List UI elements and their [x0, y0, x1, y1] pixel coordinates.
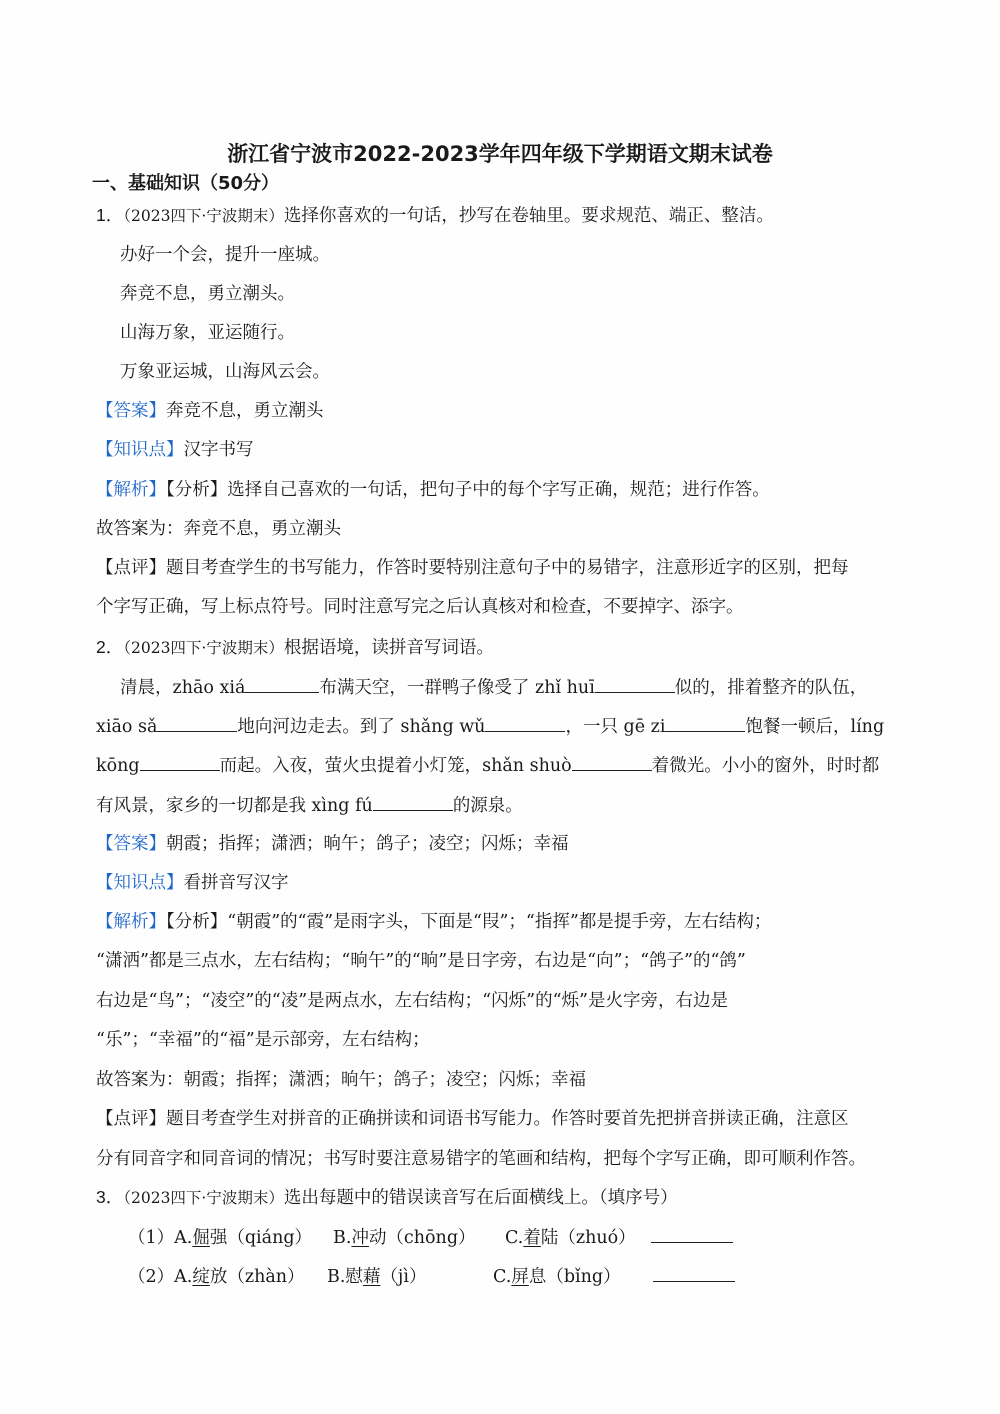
page-title: 浙江省宁波市2022-2023学年四年级下学期语文期末试卷 [227, 142, 773, 166]
q3-number: 3． [96, 1187, 124, 1207]
analysis-text: 【分析】“朝霞”的“霞”是雨字头，下面是“叚”；“指挥”都是提手旁，左右结构； [166, 912, 772, 932]
passage-text: 着微光。小小的窗外，时时都 [651, 756, 880, 776]
passage-text: 有风景，家乡的一切都是我 xìng fú [96, 796, 373, 816]
q2-knowledge-point [96, 871, 920, 895]
knowledge-tag: 【知识点】 [96, 440, 184, 460]
analysis-text: 【分析】选择自己喜欢的一句话，把句子中的每个字写正确，规范；进行作答。 [166, 480, 770, 500]
q1-option: 万象亚运城，山海风云会。 [120, 362, 330, 382]
q3-stem-text: 选出每题中的错误读音写在后面横线上。（填序号） [283, 1188, 678, 1208]
option-prefix: C. [493, 1267, 512, 1287]
option-rest: 放（zhàn） [209, 1267, 305, 1287]
passage-text: xiāo sǎ [96, 717, 158, 737]
option-prefix: A. [174, 1228, 193, 1248]
option-prefix: B. [333, 1228, 352, 1248]
q1-source: （2023四下·宁波期末） [123, 207, 284, 225]
q1-knowledge-point [96, 438, 920, 462]
q1-stem [96, 203, 920, 228]
q3-source: （2023四下·宁波期末） [123, 1189, 284, 1207]
passage-text: 清晨，zhāo xiá [120, 678, 246, 698]
answer-tag: 【答案】 [96, 401, 166, 421]
q1-number: 1． [96, 205, 124, 225]
q2-analysis-line: “乐”；“幸福”的“福”是示部旁，左右结构； [96, 1030, 430, 1050]
row-label: （2） [128, 1267, 175, 1287]
q2-source: （2023四下·宁波期末） [123, 639, 284, 657]
option-rest: 动（chōng） [368, 1228, 476, 1248]
q1-stem-text: 选择你喜欢的一句话，抄写在卷轴里。要求规范、端正、整洁。 [283, 206, 774, 226]
q1-analysis [96, 478, 920, 502]
q2-stem [96, 635, 920, 660]
q2-answer [96, 832, 920, 856]
answer-blank[interactable] [245, 674, 319, 693]
passage-text: 似的，排着整齐的队伍， [674, 678, 868, 698]
q2-comment-line: 分有同音字和同音词的情况；书写时要注意易错字的笔画和结构，把每个字写正确，即可顺利作答。 [96, 1149, 866, 1169]
option-prefix: A. [174, 1267, 193, 1287]
q2-number: 2． [96, 637, 124, 657]
answer-tag: 【答案】 [96, 834, 166, 854]
q3-row-1 [128, 1224, 920, 1250]
q1-comment-line: 【点评】题目考查学生的书写能力，作答时要特别注意句子中的易错字，注意形近字的区别，把每 [96, 558, 849, 578]
q1-option: 奔竞不息，勇立潮头。 [120, 284, 295, 304]
option-underlined: 绽 [192, 1267, 210, 1287]
section-heading: 一、基础知识（50分） [92, 173, 280, 194]
option-underlined: 倔 [192, 1228, 210, 1248]
option-prefix: C. [505, 1228, 524, 1248]
q1-comment-line: 个字写正确，写上标点符号。同时注意写完之后认真核对和检查，不要掉字、添字。 [96, 597, 744, 617]
row-label: （1） [128, 1228, 175, 1248]
option-rest: 息（bǐng） [528, 1267, 621, 1287]
option-underlined: 冲 [351, 1228, 369, 1248]
option-rest: 强（qiáng） [209, 1228, 313, 1248]
knowledge-text: 看拼音写汉字 [183, 873, 289, 893]
option-underlined: 着 [523, 1228, 541, 1248]
answer-blank[interactable] [665, 713, 745, 732]
answer-blank[interactable] [157, 713, 237, 732]
q2-passage-line [120, 674, 920, 700]
option-rest: （jì） [380, 1267, 427, 1287]
passage-text: kōng [96, 756, 140, 776]
q3-option-a [128, 1265, 327, 1289]
answer-blank[interactable] [373, 792, 453, 811]
answer-text: 奔竞不息，勇立潮头 [166, 401, 324, 421]
answer-blank[interactable] [595, 674, 675, 693]
q1-conclusion: 故答案为：奔竞不息，勇立潮头 [96, 519, 341, 539]
q2-passage-line [96, 792, 920, 818]
analysis-tag: 【解析】 [96, 480, 166, 500]
q2-analysis [96, 910, 920, 934]
option-underlined: 屏 [511, 1267, 529, 1287]
q2-analysis-line: “潇洒”都是三点水，左右结构；“晌午”的“晌”是日字旁，右边是“向”；“鸽子”的“鸽” [96, 951, 746, 971]
q2-stem-text: 根据语境，读拼音写词语。 [283, 638, 494, 658]
knowledge-text: 汉字书写 [183, 440, 254, 460]
answer-blank[interactable] [485, 713, 565, 732]
q1-option: 办好一个会，提升一座城。 [120, 245, 330, 265]
option-underlined: 藉 [362, 1267, 381, 1287]
q3-option-c [493, 1265, 653, 1289]
answer-blank[interactable] [653, 1263, 735, 1282]
q2-passage-line [96, 713, 920, 739]
answer-blank[interactable] [651, 1224, 733, 1243]
q2-analysis-line: 右边是“鸟”；“凌空”的“凌”是两点水，左右结构；“闪烁”的“烁”是火字旁，右边是 [96, 991, 728, 1011]
option-rest: 陆（zhuó） [540, 1228, 636, 1248]
q1-answer [96, 399, 920, 423]
q1-option: 山海万象，亚运随行。 [120, 323, 295, 343]
answer-blank[interactable] [140, 752, 220, 771]
q3-stem [96, 1185, 920, 1210]
passage-text: 的源泉。 [452, 796, 523, 816]
analysis-tag: 【解析】 [96, 912, 166, 932]
passage-text: 地向河边走去。到了 shǎng wǔ [237, 717, 486, 737]
passage-text: 布满天空，一群鸭子像受了 zhǐ huī [319, 678, 595, 698]
option-prefix: B.慰 [327, 1267, 363, 1287]
q3-option-b [327, 1265, 493, 1289]
q2-passage-line [96, 752, 920, 778]
passage-text: ，一只 gē zi [565, 717, 666, 737]
q3-option-c [505, 1226, 651, 1250]
q3-option-a [128, 1226, 333, 1250]
passage-text: 而起。入夜，萤火虫提着小灯笼，shǎn shuò [219, 756, 572, 776]
q3-option-b [333, 1226, 505, 1250]
q2-conclusion: 故答案为：朝霞；指挥；潇洒；晌午；鸽子；凌空；闪烁；幸福 [96, 1070, 586, 1090]
q3-row-2 [128, 1263, 920, 1289]
passage-text: 饱餐一顿后，líng [745, 717, 885, 737]
answer-blank[interactable] [572, 752, 652, 771]
knowledge-tag: 【知识点】 [96, 873, 184, 893]
answer-text: 朝霞；指挥；潇洒；晌午；鸽子；凌空；闪烁；幸福 [166, 834, 569, 854]
q2-comment-line: 【点评】题目考查学生对拼音的正确拼读和词语书写能力。作答时要首先把拼音拼读正确，注意区 [96, 1109, 849, 1129]
